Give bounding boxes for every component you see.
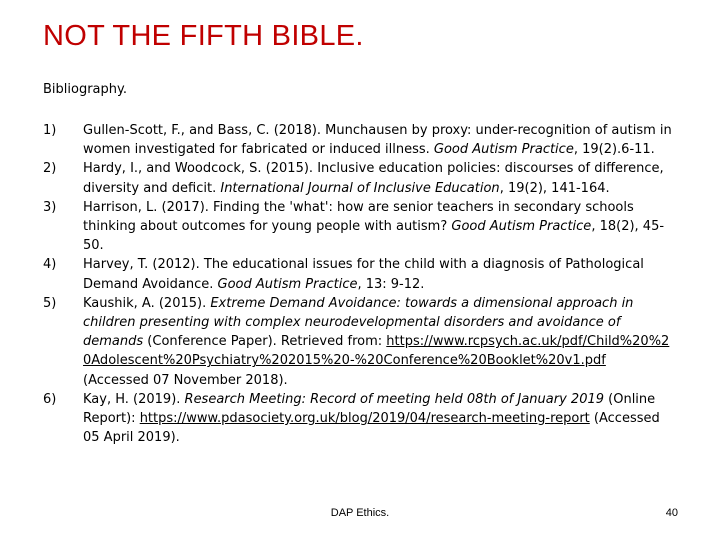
work-title: Extreme Demand Avoidance: towards a dimensional approach in children presenting with complex neurodevelopmental disorders and avoidance of demands [83,295,634,350]
citation-text: Harrison, L. (2017). Finding the 'what': how are senior teachers in secondary schools thinking about outcomes for young people with autism? [83,199,634,235]
journal-name: International Journal of Inclusive Education [220,180,500,196]
reference-item [43,198,683,256]
access-date: (Accessed 07 November 2018). [83,372,288,388]
citation-details: , 18(2), 45-50. [83,219,665,254]
journal-name: Good Autism Practice [451,219,592,235]
footer-label: DAP Ethics. [330,507,390,519]
citation-details: (Online Report): [83,391,656,427]
citation-details: (Conference Paper). Retrieved from: [143,334,387,350]
page-number: 40 [665,507,678,519]
reference-text [83,294,673,390]
reference-list [43,121,683,447]
section-heading: Bibliography. [43,82,127,97]
reference-number: 5) [43,295,57,311]
citation-details: , 13: 9-12. [357,276,425,292]
reference-item [43,255,683,293]
citation-details: , 19(2), 141-164. [499,180,610,196]
reference-text [83,198,673,256]
citation-text: Kaushik, A. (2015). [83,295,211,311]
reference-number: 1) [43,123,57,138]
work-title: Research Meeting: Record of meeting held 08th of January 2019 [184,391,605,407]
reference-text [83,390,673,448]
journal-name: Good Autism Practice [217,276,358,292]
reference-item [43,121,683,159]
reference-link[interactable]: https://www.pdasociety.org.uk/blog/2019/04/research-meeting-report [139,411,590,427]
access-date: (Accessed 05 April 2019). [83,411,660,446]
reference-text [83,121,673,159]
citation-text: Harvey, T. (2012). The educational issues for the child with a diagnosis of Pathological Demand Avoidance. [83,257,644,292]
reference-item [43,390,683,448]
reference-number: 6) [43,391,57,407]
reference-number: 2) [43,161,57,177]
reference-item [43,159,683,197]
reference-number: 4) [43,257,57,273]
reference-number: 3) [43,199,57,215]
citation-text: Gullen-Scott, F., and Bass, C. (2018). Munchausen by proxy: under-recognition of autism in women investigated for fabricated or induced illness. [83,123,672,158]
reference-text [83,255,673,293]
citation-text: Kay, H. (2019). [83,391,185,407]
journal-name: Good Autism Practice [433,142,574,158]
reference-text [83,159,673,197]
reference-item [43,294,683,390]
citation-details: , 19(2).6-11. [573,142,655,158]
citation-text: Hardy, I., and Woodcock, S. (2015). Inclusive education policies: discourses of difference, diversity and deficit. [83,161,664,196]
slide-title: NOT THE FIFTH BIBLE. [43,20,364,52]
reference-link[interactable]: https://www.rcpsych.ac.uk/pdf/Child%20%20Adolescent%20Psychiatry%202015%20-%20Conference%20Booklet%20v1.pdf [83,334,670,369]
